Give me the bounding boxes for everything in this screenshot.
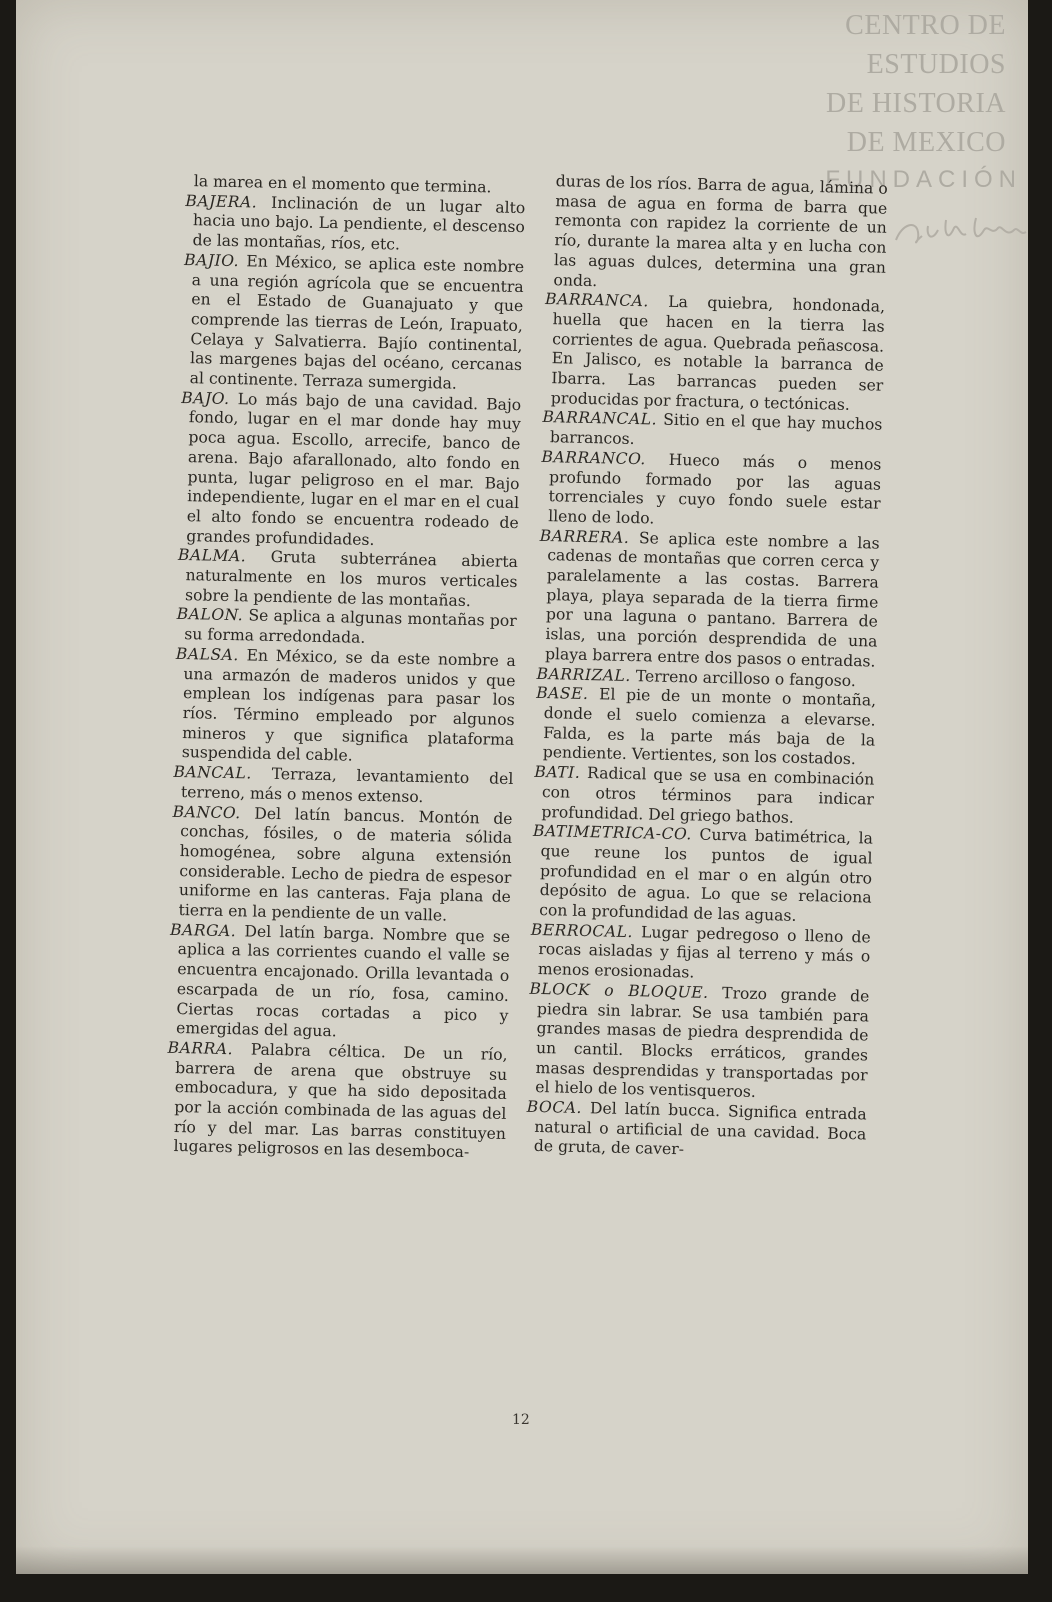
entry-text: Se aplica este nombre a las cadenas de montañas que corren cerca y paralelamente a las costas. Barrera playa, playa separada de la tierra firme por una laguna o pantano. Barrera de islas, una porción desprendida de una playa barrera entre dos pasos o entradas. [544, 528, 880, 671]
entry-text: Inclinación de un lugar alto hacia uno bajo. La pendiente, el descenso de las montañas, ríos, etc. [192, 193, 526, 254]
dictionary-entry [543, 290, 886, 416]
dictionary-entry [526, 1098, 867, 1165]
entry-term: BATI. [534, 762, 581, 782]
entry-term: BALSA. [175, 644, 240, 665]
watermark-fundacion: FUNDACIÓN [825, 166, 1022, 193]
entry-text: Del latín barga. Nombre que se aplica a las corrientes cuando el valle se encuentra encajonado. Orilla levantada o escarpada de un río, fosa, camino. Ciertas rocas cortadas a pico y emergidas del agua. [175, 922, 511, 1041]
signature-watermark [888, 206, 1028, 256]
dictionary-entry [540, 448, 882, 535]
entry-text: Curva batimétrica, la que reune los puntos de igual profundidad en el mar o en algún otro depósito de agua. Lo que se relaciona con la profundidad de las aguas. [539, 825, 874, 925]
entry-term: BATIMETRICA-CO. [532, 822, 693, 844]
entry-term: BARRIZAL. [536, 664, 632, 685]
entry-term: BLOCK o BLOQUE. [529, 979, 709, 1002]
entry-term: BARRANCAL. [542, 408, 658, 429]
entry-term: BALON. [176, 605, 244, 625]
dictionary-entry [537, 527, 880, 673]
entry-term: BAJIO. [183, 250, 240, 270]
document-page [16, 0, 1028, 1574]
entry-term: BARRANCA. [544, 290, 650, 311]
dictionary-entry [533, 763, 874, 830]
entry-term: BASE. [535, 684, 589, 704]
dictionary-entry [535, 684, 877, 771]
dictionary-entry [184, 192, 525, 258]
entry-term: BOCA. [526, 1097, 583, 1118]
dictionary-entry [531, 822, 873, 928]
entry-term: BANCO. [172, 802, 241, 822]
entry-term: BARRANCO. [541, 447, 647, 469]
entry-text: Gruta subterránea abierta naturalmente en los muros verticales sobre la pendiente de las montañas. [184, 548, 519, 610]
entry-text: Terraza, levantamiento del terreno, más o menos extenso. [180, 765, 514, 806]
entry-text: En México, se aplica este nombre a una región agrícola que se encuentra en el Estado de Guanajuato y que comprende las tierras de León, Irapuato, Celaya y Salvatierra. Bajío continental, las margenes bajas del océano, cercanas al continente. Terraza sumergida. [189, 252, 525, 393]
left-column [165, 172, 526, 1164]
dictionary-entry [181, 251, 524, 396]
entry-text: Hueco más o menos profundo formado por las aguas torrenciales y cuyo fondo suele estar lleno de lodo. [547, 450, 882, 528]
entry-text: El pie de un monte o montaña, donde el suelo comienza a elevarse. Falda, es la parte más baja de la pendiente. Vertientes, son los costados. [542, 685, 877, 769]
watermark-line: DE HISTORIA [826, 88, 1006, 119]
entry-term: BAJO. [181, 388, 230, 408]
entry-term: BARGA. [169, 920, 237, 940]
entry-text: Terreno arcilloso o fangoso. [635, 666, 857, 690]
watermark-line: ESTUDIOS [866, 49, 1006, 80]
entry-term: BARRERA. [539, 526, 630, 547]
page-edge-shadow [16, 1546, 1028, 1574]
entry-text: la marea en el momento que termina. [193, 172, 492, 197]
entry-text: Lo más bajo de una cavidad. Bajo fondo, lugar en el mar donde hay muy poca agua. Escollo, arrecife, banco de arena. Bajo afarallonado, alto fondo en punta, lugar peligroso en el mar. Bajo independiente, lugar en el mar en el cual el alto fondo se encuentra rodeado de grandes profundidades. [186, 389, 522, 549]
entry-text: Sitio en el que hay muchos barrancos. [549, 411, 883, 449]
entry-text: Radical que se usa en combinación con otros términos para indicar profundidad. Del griego bathos. [541, 764, 875, 827]
page-number: 12 [512, 1412, 530, 1428]
entry-text: La quiebra, hondonada, huella que hacen en la tierra las corrientes de agua. Quebrada peñascosa. En Jalisco, es notable la barranca de Ibarra. Las barrancas pueden ser producidas por fractura, o tectónicas. [550, 292, 886, 414]
dictionary-entry [165, 1039, 507, 1164]
entry-text: Trozo grande de piedra sin labrar. Se usa también para grandes masas de piedra desprendida de un cantil. Blocks erráticos, grandes masas desprendidas y transportadas por el hielo de los ventisqueros. [535, 983, 870, 1102]
dictionary-entry [530, 921, 871, 988]
dictionary-entry [177, 546, 518, 612]
dictionary-entry [527, 980, 870, 1106]
entry-text: Del latín bucca. Significa entrada natural o artificial de una cavidad. Boca de gruta, de caver- [533, 1099, 867, 1159]
entry-text: En México, se da este nombre a una armazón de maderos unidos y que emplean los indígenas para pasar los ríos. Término empleado por algunos mineros y que significa plataforma suspendida del cable. [181, 646, 517, 766]
entry-term: BARRA. [167, 1038, 234, 1059]
watermark-line: CENTRO DE [845, 10, 1006, 41]
entry-term: BAJERA. [185, 191, 258, 212]
entry-text: Se aplica a algunas montañas por su forma arredondada. [184, 606, 517, 648]
entry-text: Del latín bancus. Montón de conchas, fósiles, o de materia sólida homogénea, sobre alguna extensión considerable. Lecho de piedra de espesor uniforme en las canteras. Faja plana de tierra en la pendiente de un valle. [178, 804, 513, 925]
entry-text: duras de los ríos. Barra de agua, lámina o masa de agua en forma de barra que remonta con rapidez la corriente de un río, durante la marea alta y en lucha con las aguas dulces, determina una gran onda. [553, 172, 888, 290]
dictionary-entry [170, 802, 512, 927]
watermark-line: DE MEXICO [846, 127, 1006, 158]
dictionary-entry [174, 645, 516, 770]
dictionary-entry [168, 921, 510, 1046]
watermark [746, 6, 1006, 162]
entry-text: Palabra céltica. De un río, barrera de arena que obstruye su embocadura, y que ha sido depositada por la acción combinada de las aguas del río y del mar. Las barras constituyen lugares peligrosos en las desemboca- [173, 1040, 508, 1162]
entry-term: BERROCAL. [530, 920, 634, 941]
entry-text: Lugar pedregoso o lleno de rocas aisladas y fijas al terreno y más o menos erosionadas. [537, 923, 871, 982]
dictionary-entry [545, 172, 888, 298]
dictionary-entry [178, 389, 521, 554]
entry-term: BANCAL. [173, 762, 252, 783]
entry-term: BALMA. [177, 546, 247, 566]
right-column [526, 172, 888, 1165]
